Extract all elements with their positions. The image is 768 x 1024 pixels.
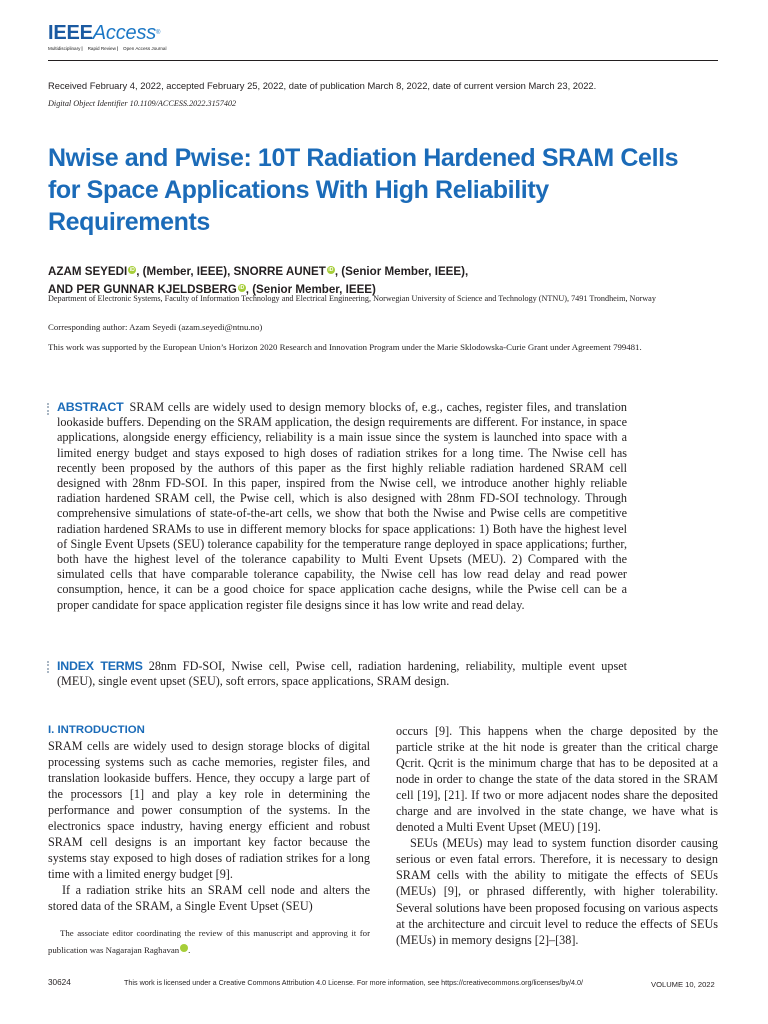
doi-line: Digital Object Identifier 10.1109/ACCESS.2022.3157402 [48, 99, 237, 108]
section-heading: I. INTRODUCTION [48, 724, 145, 736]
header-divider [48, 60, 718, 61]
corresponding-author: Corresponding author: Azam Seyedi (azam.seyedi@ntnu.no) [48, 322, 263, 332]
logo-registered-mark: ® [156, 30, 161, 36]
license-note[interactable]: This work is licensed under a Creative Commons Attribution 4.0 License. For more information, see https://creativecommons.org/licenses/by/4.0/ [124, 978, 584, 987]
index-terms-heading: INDEX TERMS [57, 659, 143, 673]
index-terms-marker [47, 661, 52, 673]
paper-title: Nwise and Pwise: 10T Radiation Hardened SRAM Cells for Space Applications With High Reliability Requirements [48, 144, 679, 236]
body-paragraph: SRAM cells are widely used to design storage blocks of digital processing systems such as cache memories, register files, and translation lookaside buffers. Hence, they occupy a large part of the processors [1] and play a key role in determining the performance and power consumption of the systems. In the electronics space industry, having energy efficient and robust SRAM cell designs is an important key factor because the systems stay exposed to high doses of radiation strikes for a long time with a limited energy budget [9]. [48, 739, 370, 882]
orcid-icon[interactable]: iD [180, 944, 188, 952]
author-membership: , (Member, IEEE), [136, 265, 234, 278]
author-membership: , (Senior Member, IEEE), [334, 265, 469, 278]
author-name: AND PER GUNNAR KJELDSBERG [48, 283, 237, 296]
logo-access: Access [92, 22, 157, 44]
abstract-heading: ABSTRACT [57, 400, 124, 414]
author-membership: , (Senior Member, IEEE) [245, 283, 376, 296]
funding-note: This work was supported by the European Union’s Horizon 2020 Research and Innovation Program under the Marie Sklodowska-Curie Grant under Agreement 799481. [48, 342, 642, 352]
affiliation: Department of Electronic Systems, Faculty of Information Technology and Electrical Engineering, Norwegian University of Science and Technology (NTNU), 7491 Trondheim, Norway [48, 294, 656, 303]
body-column-left [48, 723, 370, 915]
orcid-icon[interactable]: iD [328, 267, 334, 273]
orcid-icon[interactable]: iD [129, 267, 135, 273]
logo-ieee: IEEE [48, 22, 93, 44]
body-column-right [396, 723, 718, 948]
journal-tagline: Multidisciplinary ⎸ Rapid Review ⎸ Open Access Journal [48, 46, 167, 51]
abstract-block [57, 400, 627, 613]
page-number: 30624 [48, 978, 71, 987]
editor-note: The associate editor coordinating the review of this manuscript and approving it for publication was Nagarajan Raghavan iD. [48, 928, 370, 955]
abstract-text: SRAM cells are widely used to design memory blocks of, e.g., caches, register files, and translation lookaside buffers. Depending on the SRAM application, the design requirements are different. For instance, in space applications, alongside energy efficiency, reliability is a main issue since the system is launched into space with a limited energy budget and stays exposed to high doses of radiation strikes for a long time. The Nwise cell has recently been proposed by the authors of this paper as the first highly reliable radiation hardened SRAM cell designed with 28nm FD-SOI. In this paper, inspired from the Nwise cell, we introduce another highly reliable radiation hardened SRAM cell, the Pwise cell, which is also designed with 28nm FD-SOI technology. Through comprehensive simulations of state-of-the-art cells, we show that both the Nwise and Pwise cells are competitive radiation hardened SRAMs to use in different memory blocks for space applications: 1) Both have the highest level of Single Event Upsets (SEU) tolerance capability for the temperature range deployed in space applications; further, both have the highest level of the tolerance capability to Multi Event Upsets (MEU). 2) Compared with the simulated cells that have comparable tolerance capability, the Nwise cell has low read delay and read power consumption, hence, it can be a good choice for space application cache designs, while the Pwise cell can be a proper candidate for space application register file designs since it has low write and read delay. [57, 400, 627, 612]
index-terms-text: 28nm FD-SOI, Nwise cell, Pwise cell, radiation hardening, reliability, multiple event upset (MEU), single event upset (SEU), soft errors, space applications, SRAM design. [57, 659, 628, 689]
index-terms-block [57, 659, 627, 689]
author-name: AZAM SEYEDI [48, 265, 128, 278]
body-paragraph: If a radiation strike hits an SRAM cell node and alters the stored data of the SRAM, a Single Event Upset (SEU) [48, 883, 370, 914]
author-name: SNORRE AUNET [233, 265, 326, 278]
orcid-icon[interactable]: iD [239, 285, 245, 291]
volume-label: VOLUME 10, 2022 [651, 980, 715, 989]
received-dates: Received February 4, 2022, accepted February 25, 2022, date of publication March 8, 2022, date of current version March 23, 2022. [48, 80, 597, 91]
abstract-marker [47, 403, 52, 415]
body-paragraph: occurs [9]. This happens when the charge deposited by the particle strike at the hit node is greater than the critical charge Qcrit. Qcrit is the minimum charge that has to be deposited at a node in order to change the state of the data stored in the SRAM cell [19], [21]. If two or more adjacent nodes share the deposited charge and are involved in the state change, we have what is denoted a Multi Event Upset (MEU) [19]. [396, 724, 718, 835]
body-paragraph: SEUs (MEUs) may lead to system function disorder causing serious or even fatal errors. Therefore, it is necessary to design SRAM cells with the ability to mitigate the effects of SEUs (MEUs) [9], or phrased differently, with higher tolerability. Several solutions have been proposed focusing on various aspects at the architecture and circuit level to reduce the effects of SEUs (MEUs) in memory designs [2]–[38]. [396, 836, 718, 947]
editor-note-text: The associate editor coordinating the review of this manuscript and approving it for publication was Nagarajan Raghavan [48, 928, 370, 955]
journal-logo [48, 22, 166, 51]
